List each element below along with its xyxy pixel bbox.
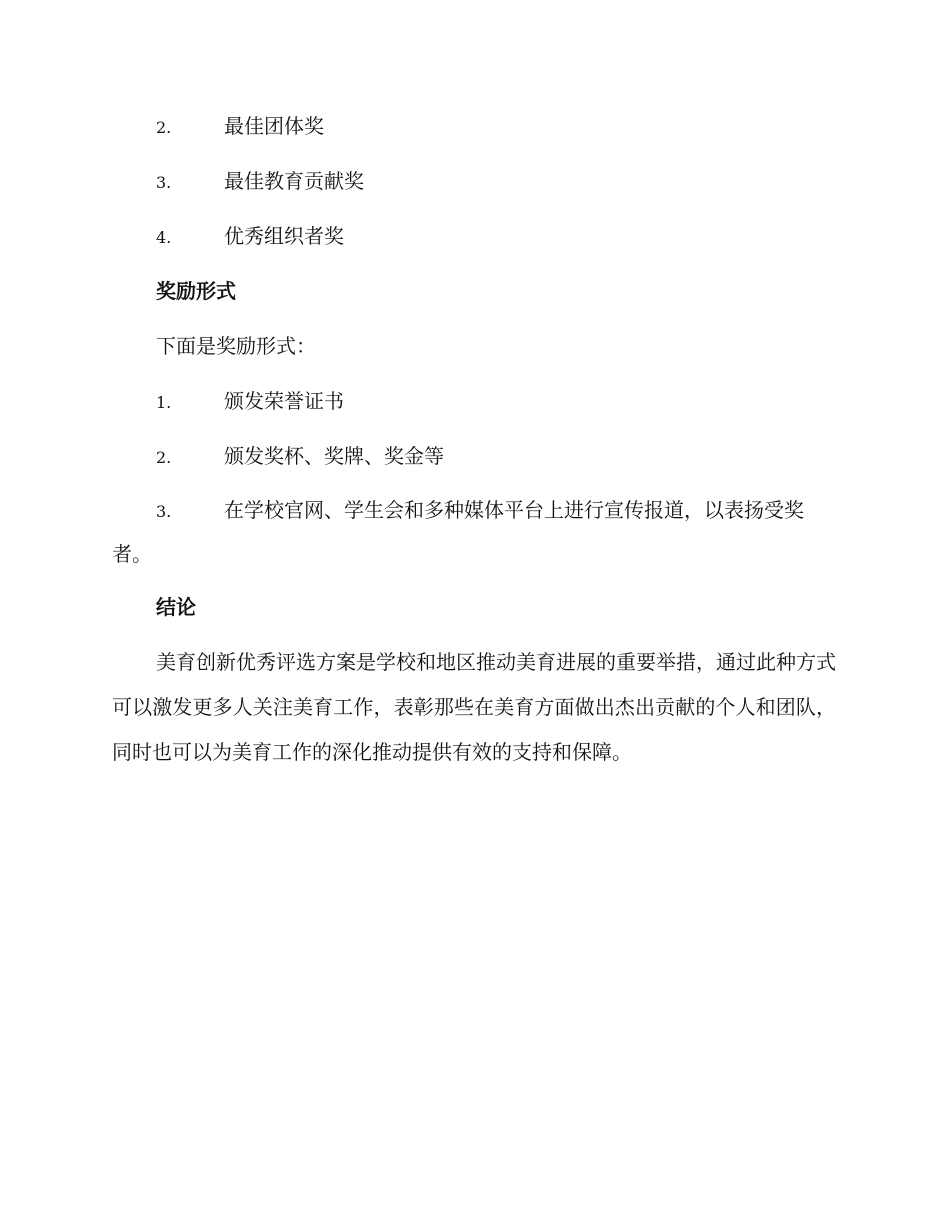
list-number: 2. — [156, 448, 172, 467]
list-item — [112, 214, 836, 269]
list-item — [112, 104, 836, 159]
list-item — [112, 434, 836, 489]
conclusion-paragraph: 美育创新优秀评选方案是学校和地区推动美育进展的重要举措，通过此种方式可以激发更多人关注美育工作，表彰那些在美育方面做出杰出贡献的个人和团队，同时也可以为美育工作的深化推动提供有效的支持和保障。 — [112, 650, 836, 764]
list-text: 优秀组织者奖 — [224, 224, 344, 248]
list-text: 颁发奖杯、奖牌、奖金等 — [224, 444, 444, 468]
list-item — [112, 159, 836, 214]
list-number: 3. — [156, 502, 172, 521]
reward-intro: 下面是奖励形式： — [156, 334, 316, 358]
list-text: 颁发荣誉证书 — [224, 389, 344, 413]
section-heading-conclusion: 结论 — [156, 595, 196, 619]
list-text: 在学校官网、学生会和多种媒体平台上进行宣传报道，以表扬受奖者。 — [112, 498, 804, 566]
section-heading-reward: 奖励形式 — [156, 279, 236, 303]
list-number: 1. — [156, 393, 172, 412]
list-item — [112, 489, 836, 575]
document-body — [112, 104, 836, 785]
list-number: 3. — [156, 173, 172, 192]
list-number: 2. — [156, 118, 172, 137]
list-item — [112, 379, 836, 434]
list-number: 4. — [156, 228, 172, 247]
list-text: 最佳团体奖 — [224, 114, 324, 138]
list-text: 最佳教育贡献奖 — [224, 169, 364, 193]
